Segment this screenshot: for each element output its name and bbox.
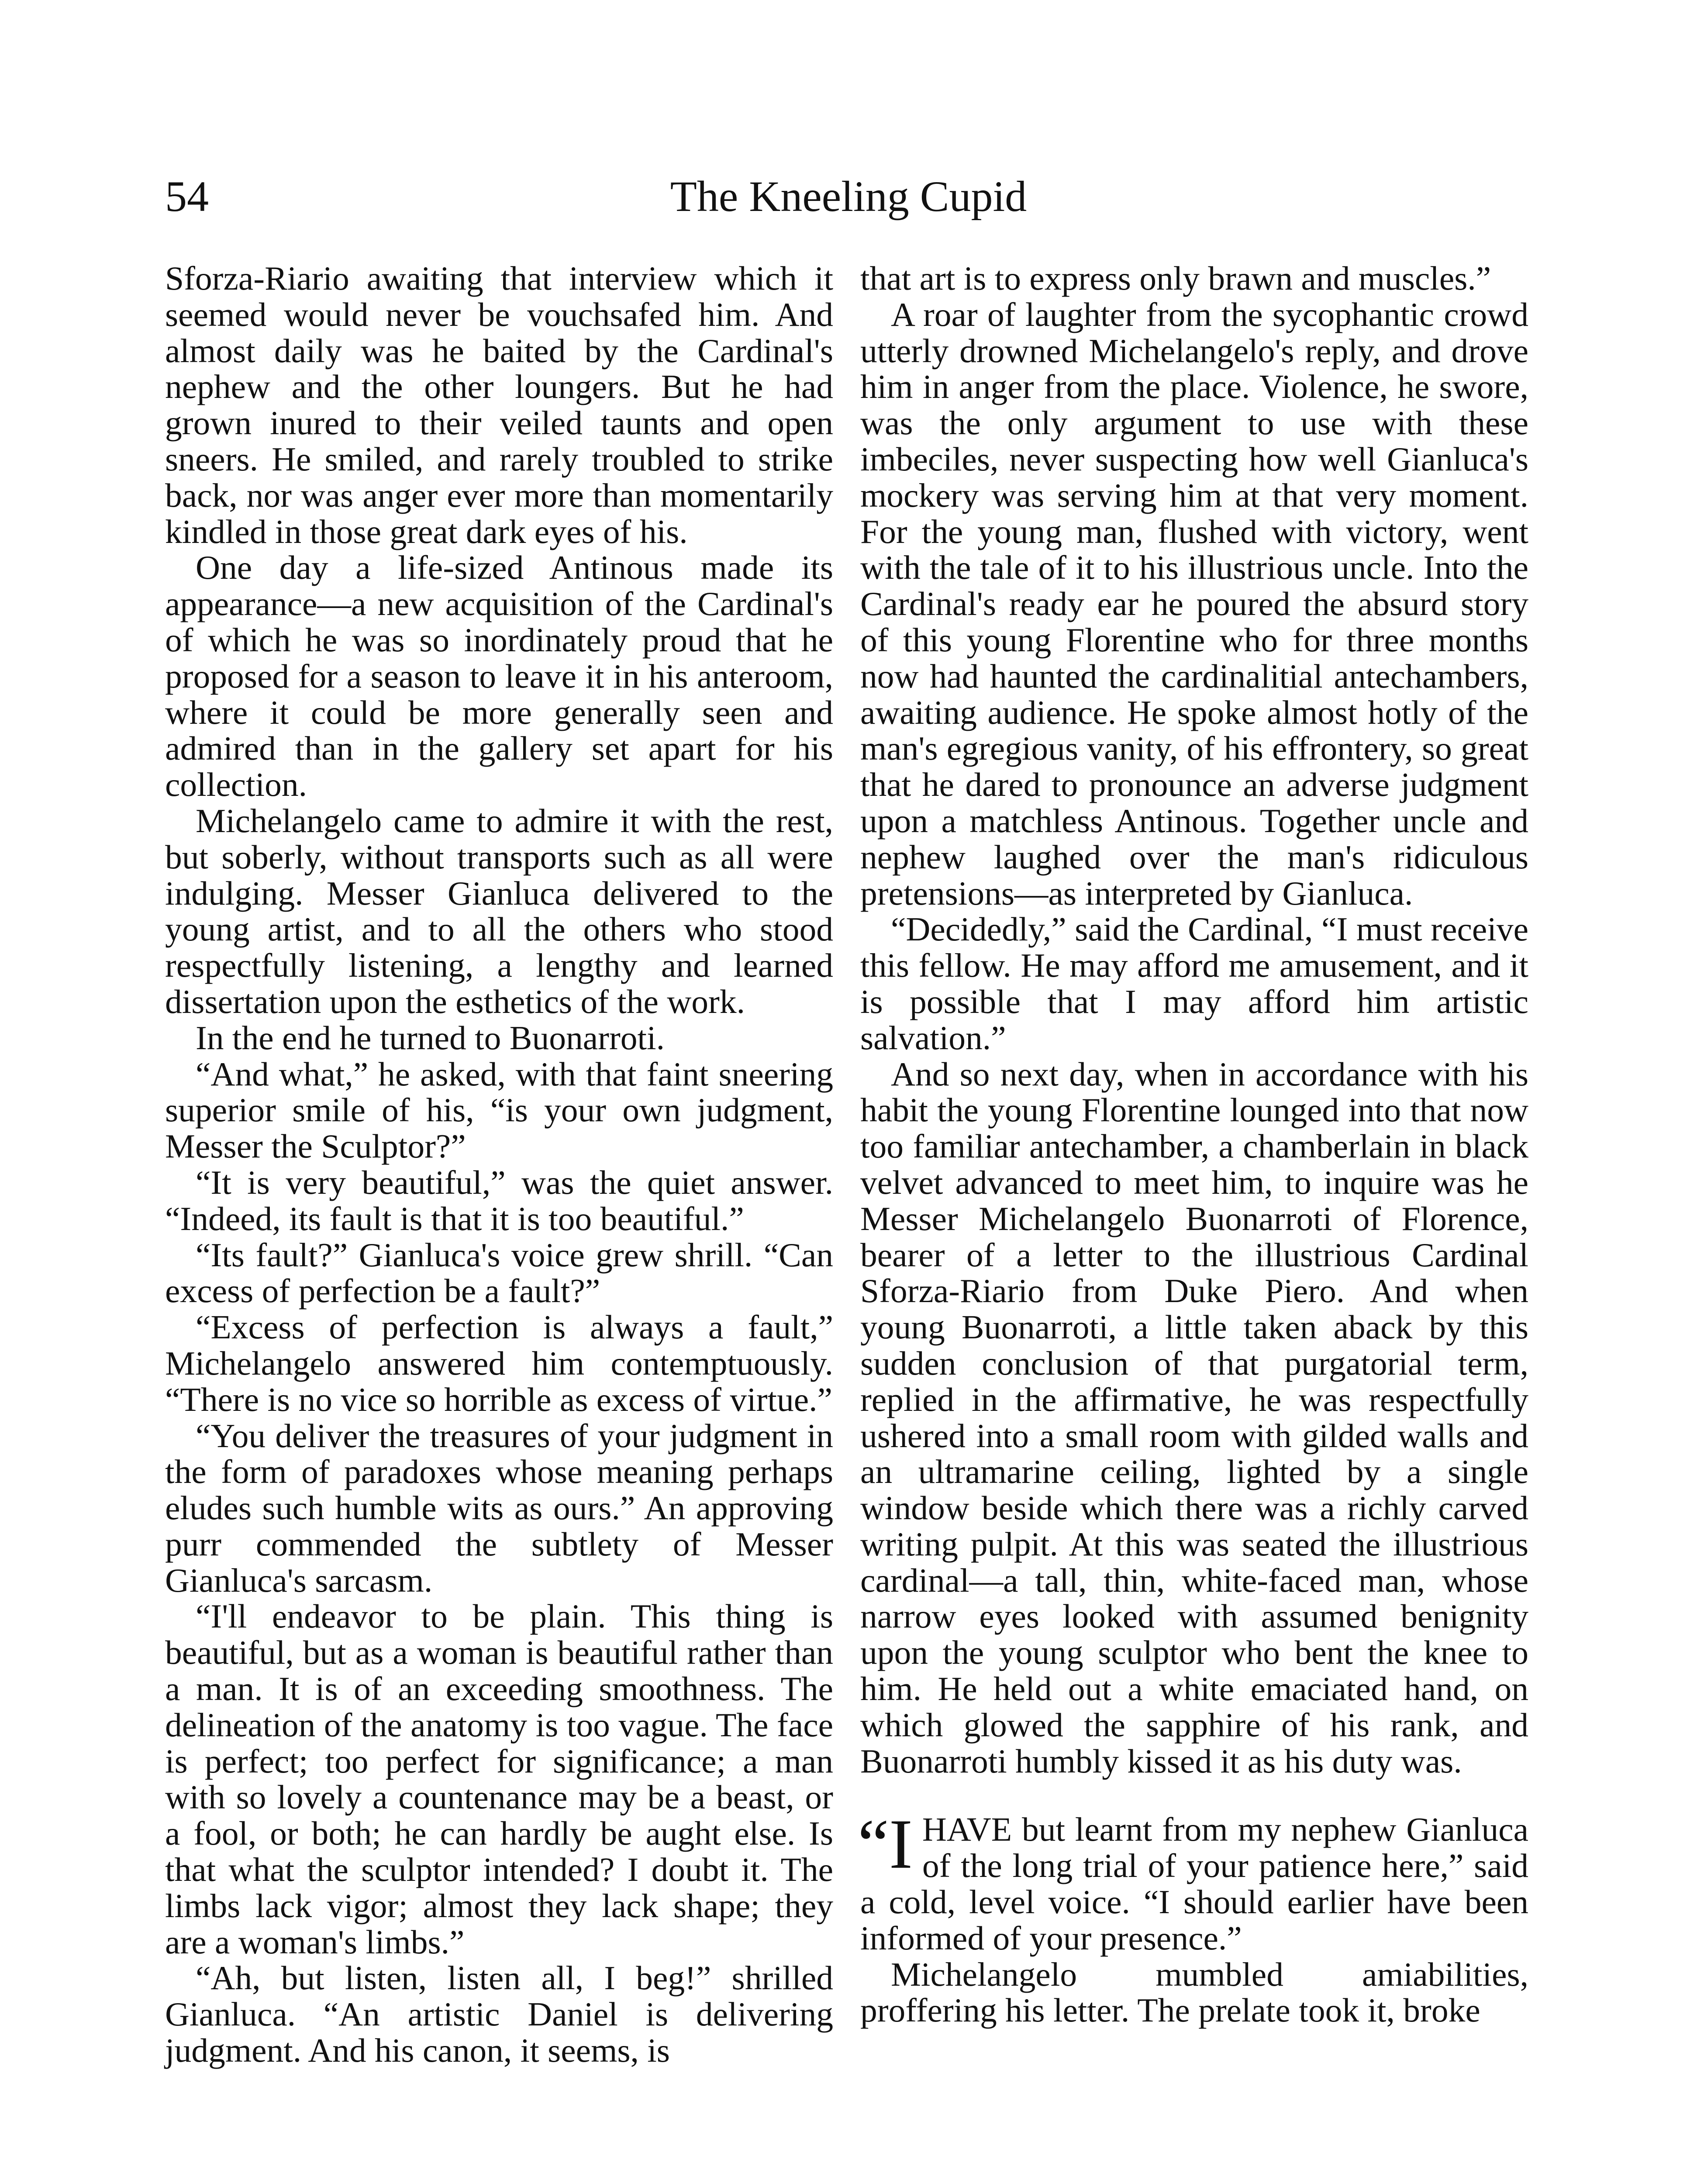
running-title: The Kneeling Cupid [670, 172, 1027, 221]
paragraph: And so next day, when in accordance with his habit the young Florentine lounged into that now too familiar antechamber, a chamberlain in black velvet advanced to meet him, to inquire was he Messer Michelangelo Buonarroti of Florence, bearer of a letter to the illustrious Cardinal Sforza-Riario from Duke Piero. And when young Buonarroti, a little taken aback by this sudden conclusion of that purgatorial term, replied in the affirmative, he was respectfully ushered into a small room with gilded walls and an ultramarine ceiling, lighted by a single window beside which there was a richly carved writing pulpit. At this was seated the illustrious cardinal—a tall, thin, white-faced man, whose narrow eyes looked with assumed benignity upon the young sculptor who bent the knee to him. He held out a white emaciated hand, on which glowed the sapphire of his rank, and Buonarroti humbly kissed it as his duty was. [860, 1055, 1528, 1780]
paragraph: “Its fault?” Gianluca's voice grew shrill. “Can excess of perfection be a fault?” [165, 1236, 833, 1310]
paragraph: “I'll endeavor to be plain. This thing is beautiful, but as a woman is beautiful rather than a man. It is of an exceeding smoothness. The delineation of the anatomy is too vague. The face is perfect; too perfect for significance; a man with so lovely a countenance may be a beast, or a fool, or both; he can hardly be aught else. Is that what the sculptor intended? I doubt it. The limbs lack vigor; almost they lack shape; they are a woman's limbs.” [165, 1597, 833, 1961]
paragraph: “Ah, but listen, listen all, I beg!” shrilled Gianluca. “An artistic Daniel is delivering judgment. And his canon, it seems, is [165, 1959, 833, 2070]
paragraph: Michelangelo came to admire it with the rest, but soberly, without transports such as all were indulging. Messer Gianluca delivered to the young artist, and to all the others who stood respectfully listening, a lengthy and learned dissertation upon the esthetics of the work. [165, 802, 833, 1020]
paragraph: A roar of laughter from the sycophantic crowd utterly drowned Michelangelo's reply, and drove him in anger from the place. Violence, he swore, was the only argument to use with these imbeciles, never suspecting how well Gianluca's mockery was serving him at that very moment. For the young man, flushed with victory, went with the tale of it to his illustrious uncle. Into the Cardinal's ready ear he poured the absurd story of this young Florentine who for three months now had haunted the cardinalitial antechambers, awaiting audience. He spoke almost hotly of the man's egregious vanity, of his effrontery, so great that he dared to pronounce an adverse judgment upon a matchless Antinous. Together uncle and nephew laughed over the man's ridiculous pretensions—as interpreted by Gianluca. [860, 295, 1528, 912]
section-opening-paragraph [858, 1805, 1528, 1957]
section-opening-text: HAVE but learnt from my nephew Gianluca of the long trial of your patience here,” said a cold, level voice. “I should earlier have been informed of your presence.” [860, 1811, 1528, 1957]
paragraph: “Decidedly,” said the Cardinal, “I must receive this fellow. He may afford me amusement, and it is possible that I may afford him artistic salvation.” [860, 910, 1528, 1057]
page-number: 54 [165, 172, 209, 221]
paragraph: “You deliver the treasures of your judgment in the form of paradoxes whose meaning perhaps eludes such humble wits as ours.” An approving purr commended the subtlety of Messer Gianluca's sarcasm. [165, 1417, 833, 1599]
drop-cap [858, 1805, 913, 1884]
paragraph: “It is very beautiful,” was the quiet answer. “Indeed, its fault is that it is too beautiful.” [165, 1163, 833, 1237]
paragraph: One day a life-sized Antinous made its appearance—a new acquisition of the Cardinal's of which he was so inordinately proud that he proposed for a season to leave it in his anteroom, where it could be more generally seen and admired than in the gallery set apart for his collection. [165, 549, 833, 804]
drop-cap-open-quote: “ [858, 1805, 889, 1884]
paragraph: In the end he turned to Buonarroti. [196, 1019, 665, 1057]
paragraph: “And what,” he asked, with that faint sneering superior smile of his, “is your own judgment, Messer the Sculptor?” [165, 1055, 833, 1165]
paragraph: “Excess of perfection is always a fault,” Michelangelo answered him contemptuously. “There is no vice so horrible as excess of virtue.” [165, 1308, 833, 1418]
drop-cap-letter: I [889, 1805, 913, 1884]
left-column [165, 260, 833, 2069]
paragraph: Sforza-Riario awaiting that interview which it seemed would never be vouchsafed him. And almost daily was he baited by the Cardinal's nephew and the other loungers. But he had grown inured to their veiled taunts and open sneers. He smiled, and rarely troubled to strike back, nor was anger ever more than momentarily kindled in those great dark eyes of his. [165, 259, 833, 550]
right-column [860, 260, 1528, 2028]
paragraph: that art is to express only brawn and muscles.” [860, 259, 1491, 297]
paragraph: Michelangelo mumbled amiabilities, proffering his letter. The prelate took it, broke [860, 1955, 1528, 2029]
